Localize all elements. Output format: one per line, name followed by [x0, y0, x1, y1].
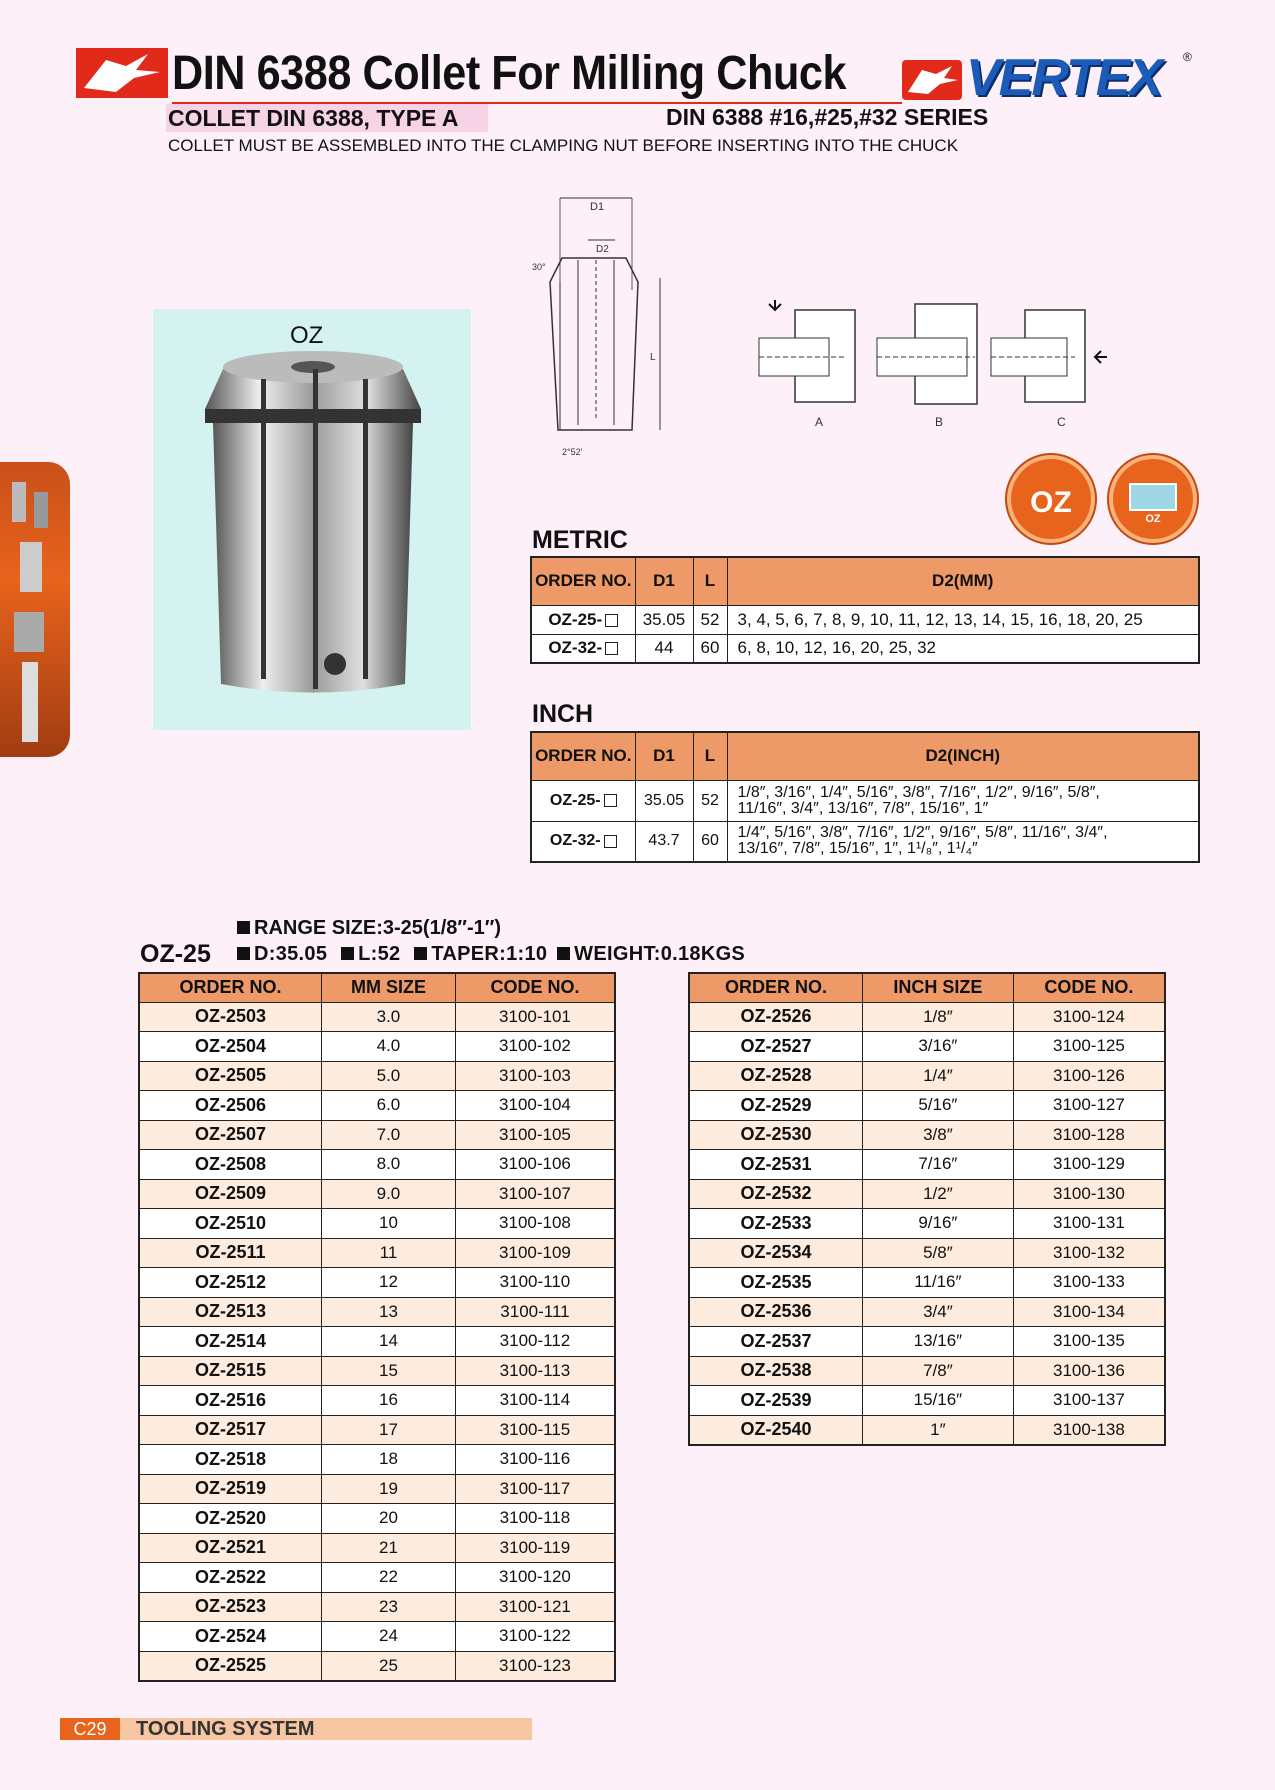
code-no-cell: 3100-134 — [1013, 1297, 1165, 1327]
table-row — [139, 1327, 615, 1357]
table-row — [689, 1179, 1165, 1209]
order-no-cell: OZ-2511 — [139, 1238, 321, 1268]
brand-bird-icon — [902, 60, 962, 100]
order-no-cell: OZ-2512 — [139, 1268, 321, 1298]
checkbox-placeholder-icon — [604, 835, 617, 848]
code-no-cell: 3100-123 — [455, 1651, 615, 1681]
order-no-cell: OZ-2503 — [139, 1002, 321, 1032]
l-header: L — [693, 557, 727, 605]
size-cell: 15/16″ — [862, 1386, 1013, 1416]
table-row — [139, 1445, 615, 1475]
code-no-cell: 3100-114 — [455, 1386, 615, 1416]
registered-mark: ® — [1183, 50, 1192, 64]
checkbox-placeholder-icon — [605, 642, 618, 655]
order-no-cell: OZ-2513 — [139, 1297, 321, 1327]
order-no-cell: OZ-2538 — [689, 1356, 862, 1386]
table-row — [689, 1209, 1165, 1239]
code-no-cell: 3100-132 — [1013, 1238, 1165, 1268]
code-no-cell: 3100-126 — [1013, 1061, 1165, 1091]
inch-spec-table — [530, 731, 1200, 863]
size-cell: 14 — [321, 1327, 455, 1357]
order-no-cell: OZ-2537 — [689, 1327, 862, 1357]
code-no-header: CODE NO. — [1013, 973, 1165, 1002]
order-no-cell: OZ-2520 — [139, 1504, 321, 1534]
size-cell: 1/2″ — [862, 1179, 1013, 1209]
code-no-cell: 3100-138 — [1013, 1415, 1165, 1445]
order-no-cell: OZ-2536 — [689, 1297, 862, 1327]
table-row — [139, 1651, 615, 1681]
oz-badge: OZ — [1007, 455, 1095, 543]
order-no-cell: OZ-2521 — [139, 1533, 321, 1563]
size-cell: 3/8″ — [862, 1120, 1013, 1150]
table-row — [689, 1415, 1165, 1445]
size-cell: 11/16″ — [862, 1268, 1013, 1298]
size-cell: 7/8″ — [862, 1356, 1013, 1386]
table-row: OZ-25- 35.05 52 3, 4, 5, 6, 7, 8, 9, 10, 11, 12, 13, 14, 15, 16, 18, 20, 25 — [531, 605, 1199, 634]
code-no-cell: 3100-136 — [1013, 1356, 1165, 1386]
page-number: C29 — [60, 1718, 120, 1740]
code-no-cell: 3100-110 — [455, 1268, 615, 1298]
table-row — [139, 1622, 615, 1652]
table-row — [139, 1356, 615, 1386]
table-row — [689, 1032, 1165, 1062]
size-cell: 20 — [321, 1504, 455, 1534]
order-no-cell: OZ-2533 — [689, 1209, 862, 1239]
oz-diagram-badge: OZ — [1109, 455, 1197, 543]
order-header: ORDER NO. — [531, 557, 635, 605]
code-no-cell: 3100-109 — [455, 1238, 615, 1268]
code-no-cell: 3100-124 — [1013, 1002, 1165, 1032]
order-no-cell: OZ-2528 — [689, 1061, 862, 1091]
size-cell: 3/16″ — [862, 1032, 1013, 1062]
code-no-cell: 3100-131 — [1013, 1209, 1165, 1239]
bullet-square-icon — [237, 921, 250, 934]
table-row — [139, 1386, 615, 1416]
order-no-cell: OZ-2516 — [139, 1386, 321, 1416]
collet-assembly-views — [755, 300, 1115, 435]
code-no-cell: 3100-129 — [1013, 1150, 1165, 1180]
order-no-cell: OZ-2519 — [139, 1474, 321, 1504]
eagle-logo-icon — [76, 48, 168, 98]
size-cell: 3.0 — [321, 1002, 455, 1032]
code-no-cell: 3100-116 — [455, 1445, 615, 1475]
code-no-cell: 3100-106 — [455, 1150, 615, 1180]
collet-thumbnail-icon — [1129, 483, 1177, 511]
size-cell: 1/8″ — [862, 1002, 1013, 1032]
size-cell: 25 — [321, 1651, 455, 1681]
table-row — [139, 1474, 615, 1504]
table-row — [139, 1091, 615, 1121]
code-no-cell: 3100-101 — [455, 1002, 615, 1032]
table-row — [139, 1563, 615, 1593]
l-label: L — [650, 352, 656, 363]
size-cell: 3/4″ — [862, 1297, 1013, 1327]
code-no-cell: 3100-105 — [455, 1120, 615, 1150]
bullet-square-icon — [237, 947, 250, 960]
code-no-cell: 3100-127 — [1013, 1091, 1165, 1121]
page-title: DIN 6388 Collet For Milling Chuck — [172, 47, 847, 100]
table-row — [139, 1120, 615, 1150]
subtitle-series: DIN 6388 #16,#25,#32 SERIES — [666, 104, 989, 130]
code-no-header: CODE NO. — [455, 973, 615, 1002]
code-no-cell: 3100-137 — [1013, 1386, 1165, 1416]
view-c-label: C — [1057, 415, 1066, 429]
table-row — [689, 1120, 1165, 1150]
order-no-cell: OZ-2539 — [689, 1386, 862, 1416]
table-row: OZ-25- 35.05 52 1/8″, 3/16″, 1/4″, 5/16″, 3/8″, 7/16″, 1/2″, 9/16″, 5/8″, 11/16″, 3/4″, 13/16″, 7/8″, 15/16″, 1″ — [531, 780, 1199, 821]
size-cell: 23 — [321, 1592, 455, 1622]
footer-section: TOOLING SYSTEM — [136, 1718, 315, 1740]
table-row — [689, 1356, 1165, 1386]
checkbox-placeholder-icon — [605, 614, 618, 627]
order-no-cell: OZ-2505 — [139, 1061, 321, 1091]
table-row — [139, 1268, 615, 1298]
size-cell: 9.0 — [321, 1179, 455, 1209]
order-no-cell: OZ-2509 — [139, 1179, 321, 1209]
size-cell: 12 — [321, 1268, 455, 1298]
order-header: ORDER NO. — [531, 732, 635, 780]
d1-label: D1 — [590, 201, 605, 213]
table-row — [689, 1091, 1165, 1121]
table-row — [689, 1386, 1165, 1416]
d1-header: D1 — [635, 557, 693, 605]
code-no-cell: 3100-119 — [455, 1533, 615, 1563]
inch-size-table — [688, 972, 1166, 1446]
order-no-cell: OZ-2527 — [689, 1032, 862, 1062]
table-row: OZ-32- 44 60 6, 8, 10, 12, 16, 20, 25, 32 — [531, 634, 1199, 663]
size-cell: 21 — [321, 1533, 455, 1563]
order-no-cell: OZ-2531 — [689, 1150, 862, 1180]
table-row — [139, 1533, 615, 1563]
table-row — [139, 1415, 615, 1445]
table-row — [139, 1179, 615, 1209]
code-no-cell: 3100-108 — [455, 1209, 615, 1239]
order-no-cell: OZ-2506 — [139, 1091, 321, 1121]
table-row — [689, 1297, 1165, 1327]
collet-dimension-drawing — [500, 190, 700, 495]
size-cell: 17 — [321, 1415, 455, 1445]
l-header: L — [693, 732, 727, 780]
code-no-cell: 3100-115 — [455, 1415, 615, 1445]
order-no-cell: OZ-2514 — [139, 1327, 321, 1357]
order-no-cell: OZ-2526 — [689, 1002, 862, 1032]
order-no-header: ORDER NO. — [139, 973, 321, 1002]
size-cell: 11 — [321, 1238, 455, 1268]
order-no-cell: OZ-2535 — [689, 1268, 862, 1298]
table-row — [139, 1238, 615, 1268]
size-cell: 1/4″ — [862, 1061, 1013, 1091]
size-cell: 24 — [321, 1622, 455, 1652]
code-no-cell: 3100-102 — [455, 1032, 615, 1062]
size-cell: 9/16″ — [862, 1209, 1013, 1239]
size-cell: 4.0 — [321, 1032, 455, 1062]
size-cell: 5.0 — [321, 1061, 455, 1091]
table-row — [139, 1209, 615, 1239]
table-row — [689, 1268, 1165, 1298]
code-no-cell: 3100-107 — [455, 1179, 615, 1209]
order-no-cell: OZ-2540 — [689, 1415, 862, 1445]
code-no-cell: 3100-121 — [455, 1592, 615, 1622]
order-no-cell: OZ-2510 — [139, 1209, 321, 1239]
size-cell: 15 — [321, 1356, 455, 1386]
mm-size-table — [138, 972, 616, 1682]
metric-spec-table — [530, 556, 1200, 664]
table-row — [689, 1238, 1165, 1268]
code-no-cell: 3100-103 — [455, 1061, 615, 1091]
angle-top-label: 30° — [532, 262, 546, 272]
order-no-cell: OZ-2515 — [139, 1356, 321, 1386]
subtitle-type: COLLET DIN 6388, TYPE A — [166, 104, 488, 132]
table-row — [139, 1592, 615, 1622]
order-no-cell: OZ-2532 — [689, 1179, 862, 1209]
code-no-cell: 3100-104 — [455, 1091, 615, 1121]
inch-size-header: INCH SIZE — [862, 973, 1013, 1002]
table-row — [139, 1002, 615, 1032]
size-cell: 8.0 — [321, 1150, 455, 1180]
assembly-note: COLLET MUST BE ASSEMBLED INTO THE CLAMPING NUT BEFORE INSERTING INTO THE CHUCK — [168, 136, 959, 155]
bullet-square-icon — [341, 947, 354, 960]
code-no-cell: 3100-120 — [455, 1563, 615, 1593]
code-no-cell: 3100-111 — [455, 1297, 615, 1327]
code-no-cell: 3100-113 — [455, 1356, 615, 1386]
order-no-cell: OZ-2522 — [139, 1563, 321, 1593]
order-no-cell: OZ-2518 — [139, 1445, 321, 1475]
size-cell: 5/16″ — [862, 1091, 1013, 1121]
table-row — [689, 1061, 1165, 1091]
order-no-header: ORDER NO. — [689, 973, 862, 1002]
size-cell: 5/8″ — [862, 1238, 1013, 1268]
size-cell: 13 — [321, 1297, 455, 1327]
inch-heading: INCH — [532, 700, 594, 728]
size-cell: 13/16″ — [862, 1327, 1013, 1357]
order-no-cell: OZ-2534 — [689, 1238, 862, 1268]
d2-label: D2 — [596, 244, 609, 255]
table-row — [689, 1327, 1165, 1357]
range-spec: RANGE SIZE:3-25(1/8″-1″) — [237, 917, 501, 940]
view-b-label: B — [935, 415, 944, 429]
order-no-cell: OZ-2529 — [689, 1091, 862, 1121]
code-no-cell: 3100-117 — [455, 1474, 615, 1504]
code-no-cell: 3100-130 — [1013, 1179, 1165, 1209]
d1-header: D1 — [635, 732, 693, 780]
size-cell: 22 — [321, 1563, 455, 1593]
bullet-square-icon — [414, 947, 427, 960]
code-no-cell: 3100-118 — [455, 1504, 615, 1534]
brand-logo: VERTEX — [966, 49, 1162, 107]
code-no-cell: 3100-125 — [1013, 1032, 1165, 1062]
size-cell: 10 — [321, 1209, 455, 1239]
order-no-cell: OZ-2523 — [139, 1592, 321, 1622]
code-no-cell: 3100-133 — [1013, 1268, 1165, 1298]
size-cell: 16 — [321, 1386, 455, 1416]
order-no-cell: OZ-2530 — [689, 1120, 862, 1150]
table-row — [139, 1150, 615, 1180]
table-row — [689, 1150, 1165, 1180]
bullet-square-icon — [557, 947, 570, 960]
size-cell: 6.0 — [321, 1091, 455, 1121]
checkbox-placeholder-icon — [604, 794, 617, 807]
view-a-label: A — [815, 415, 824, 429]
code-no-cell: 3100-135 — [1013, 1327, 1165, 1357]
oz25-heading: OZ-25 — [140, 940, 211, 968]
photo-label: OZ — [290, 322, 324, 349]
metric-heading: METRIC — [532, 526, 628, 554]
d2-header: D2(INCH) — [727, 732, 1199, 780]
order-no-cell: OZ-2504 — [139, 1032, 321, 1062]
d2-header: D2(MM) — [727, 557, 1199, 605]
side-tooling-image — [0, 462, 70, 757]
order-no-cell: OZ-2517 — [139, 1415, 321, 1445]
table-row — [689, 1002, 1165, 1032]
order-no-cell: OZ-2508 — [139, 1150, 321, 1180]
size-cell: 7.0 — [321, 1120, 455, 1150]
size-cell: 19 — [321, 1474, 455, 1504]
table-row — [139, 1061, 615, 1091]
table-row — [139, 1032, 615, 1062]
order-no-cell: OZ-2507 — [139, 1120, 321, 1150]
size-cell: 1″ — [862, 1415, 1013, 1445]
size-cell: 18 — [321, 1445, 455, 1475]
angle-bottom-label: 2°52' — [562, 447, 583, 457]
code-no-cell: 3100-122 — [455, 1622, 615, 1652]
dimension-spec: D:35.05 L:52 TAPER:1:10 WEIGHT:0.18KGS — [237, 943, 745, 966]
order-no-cell: OZ-2525 — [139, 1651, 321, 1681]
code-no-cell: 3100-128 — [1013, 1120, 1165, 1150]
table-row — [139, 1504, 615, 1534]
code-no-cell: 3100-112 — [455, 1327, 615, 1357]
mm-size-header: MM SIZE — [321, 973, 455, 1002]
table-row — [139, 1297, 615, 1327]
order-no-cell: OZ-2524 — [139, 1622, 321, 1652]
collet-photo — [153, 309, 471, 730]
table-row: OZ-32- 43.7 60 1/4″, 5/16″, 3/8″, 7/16″, 1/2″, 9/16″, 5/8″, 11/16″, 3/4″, 13/16″, 7/8″, 15/16″, 1″, 1¹/₈″, 1¹/₄″ — [531, 821, 1199, 862]
size-cell: 7/16″ — [862, 1150, 1013, 1180]
